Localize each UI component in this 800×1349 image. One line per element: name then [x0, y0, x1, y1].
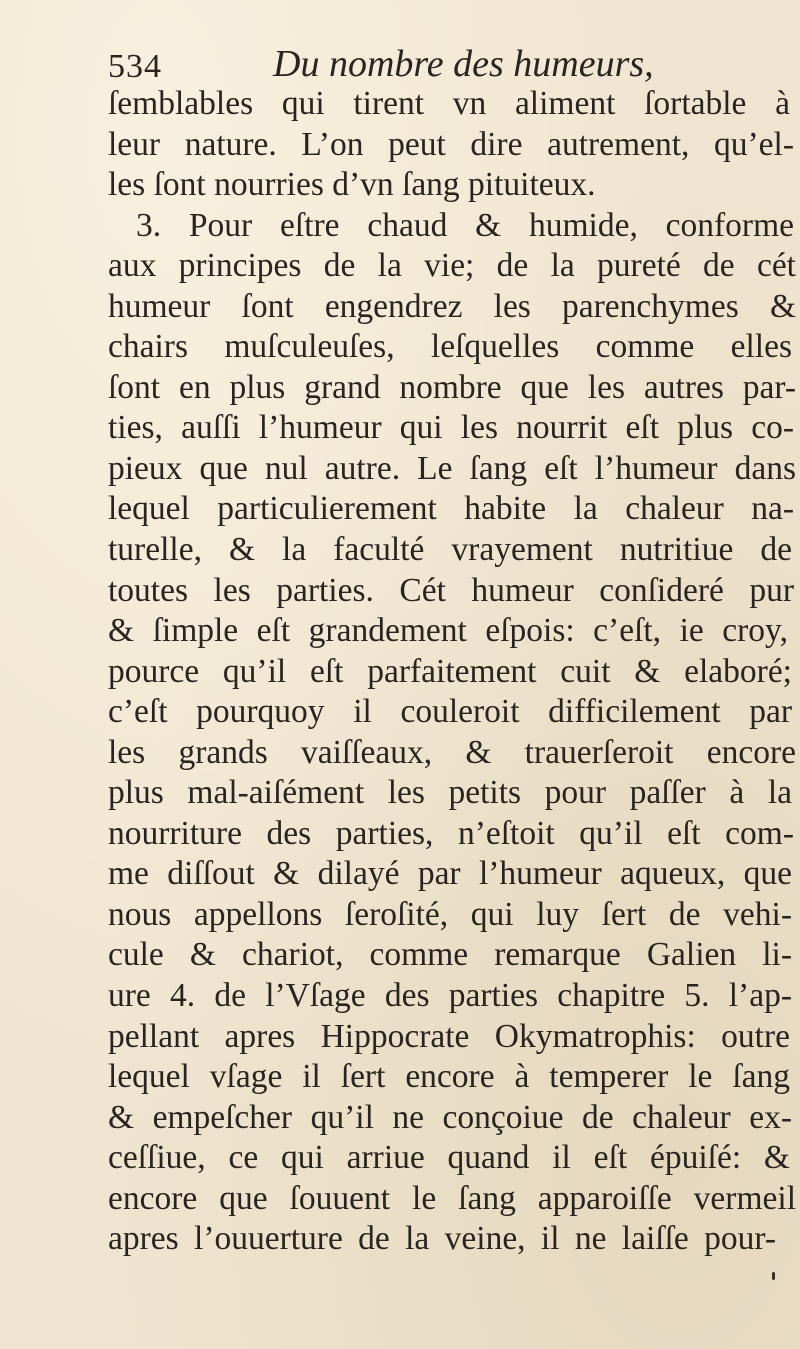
text-line: ſont en plus grand nombre que les autres par- — [108, 368, 796, 406]
text-line: ſemblables qui tirent vn aliment ſortable à — [108, 85, 790, 122]
text-line: apres l’ouuerture de la veine, il ne laiſſe pour- — [108, 1220, 776, 1258]
text-line: nourriture des parties, n’eſtoit qu’il eſt com- — [108, 814, 794, 852]
text-line: lequel particulierement habite la chaleur na- — [108, 490, 794, 528]
page-number: 534 — [108, 48, 162, 85]
text-line: pellant apres Hippocrate Okymatrophis: outre — [108, 1017, 790, 1055]
text-line: lequel vſage il ſert encore à temperer le ſang — [108, 1058, 790, 1096]
text-line: leur nature. L’on peut dire autrement, qu’el- — [108, 125, 794, 163]
text-line: cule & chariot, comme remarque Galien li- — [108, 936, 792, 974]
text-line: & empeſcher qu’il ne conçoiue de chaleur ex- — [108, 1098, 792, 1136]
running-title: Du nombre des humeurs, — [273, 43, 654, 85]
text-line: & ſimple eſt grandement eſpois: c’eſt, ie croy, — [108, 612, 788, 650]
text-line: toutes les parties. Cét humeur conſideré pur — [108, 571, 794, 609]
text-line: ure 4. de l’Vſage des parties chapitre 5. l’ap- — [108, 977, 792, 1015]
text-line: 3. Pour eſtre chaud & humide, conforme — [136, 206, 794, 244]
text-line: plus mal-aiſément les petits pour paſſer à la — [108, 774, 792, 812]
text-line: chairs muſculeuſes, leſquelles comme elles — [108, 328, 792, 366]
ink-speck — [772, 1272, 775, 1280]
text-line: pource qu’il eſt parfaitement cuit & elaboré; — [108, 652, 792, 690]
text-line: humeur ſont engendrez les parenchymes & — [108, 287, 796, 325]
text-line: les grands vaiſſeaux, & trauerſeroit encore — [108, 733, 796, 771]
text-line: ties, auſſi l’humeur qui les nourrit eſt plus co- — [108, 409, 794, 447]
text-line: turelle, & la faculté vrayement nutritiue de — [108, 531, 792, 569]
text-line: nous appellons ſeroſité, qui luy ſert de vehi- — [108, 895, 792, 933]
text-line: c’eſt pourquoy il couleroit difficilement par — [108, 693, 792, 731]
text-line: les ſont nourries d’vn ſang pituiteux. — [108, 166, 596, 204]
text-line: encore que ſouuent le ſang apparoiſſe vermeil — [108, 1179, 796, 1217]
body-text — [108, 84, 798, 1260]
text-line: ceſſiue, ce qui arriue quand il eſt épuiſé: & — [108, 1139, 790, 1177]
text-line: me diſſout & dilayé par l’humeur aqueux, que — [108, 855, 792, 893]
text-line: aux principes de la vie; de la pureté de cét — [108, 247, 796, 285]
text-line: pieux que nul autre. Le ſang eſt l’humeur dans — [108, 449, 796, 487]
